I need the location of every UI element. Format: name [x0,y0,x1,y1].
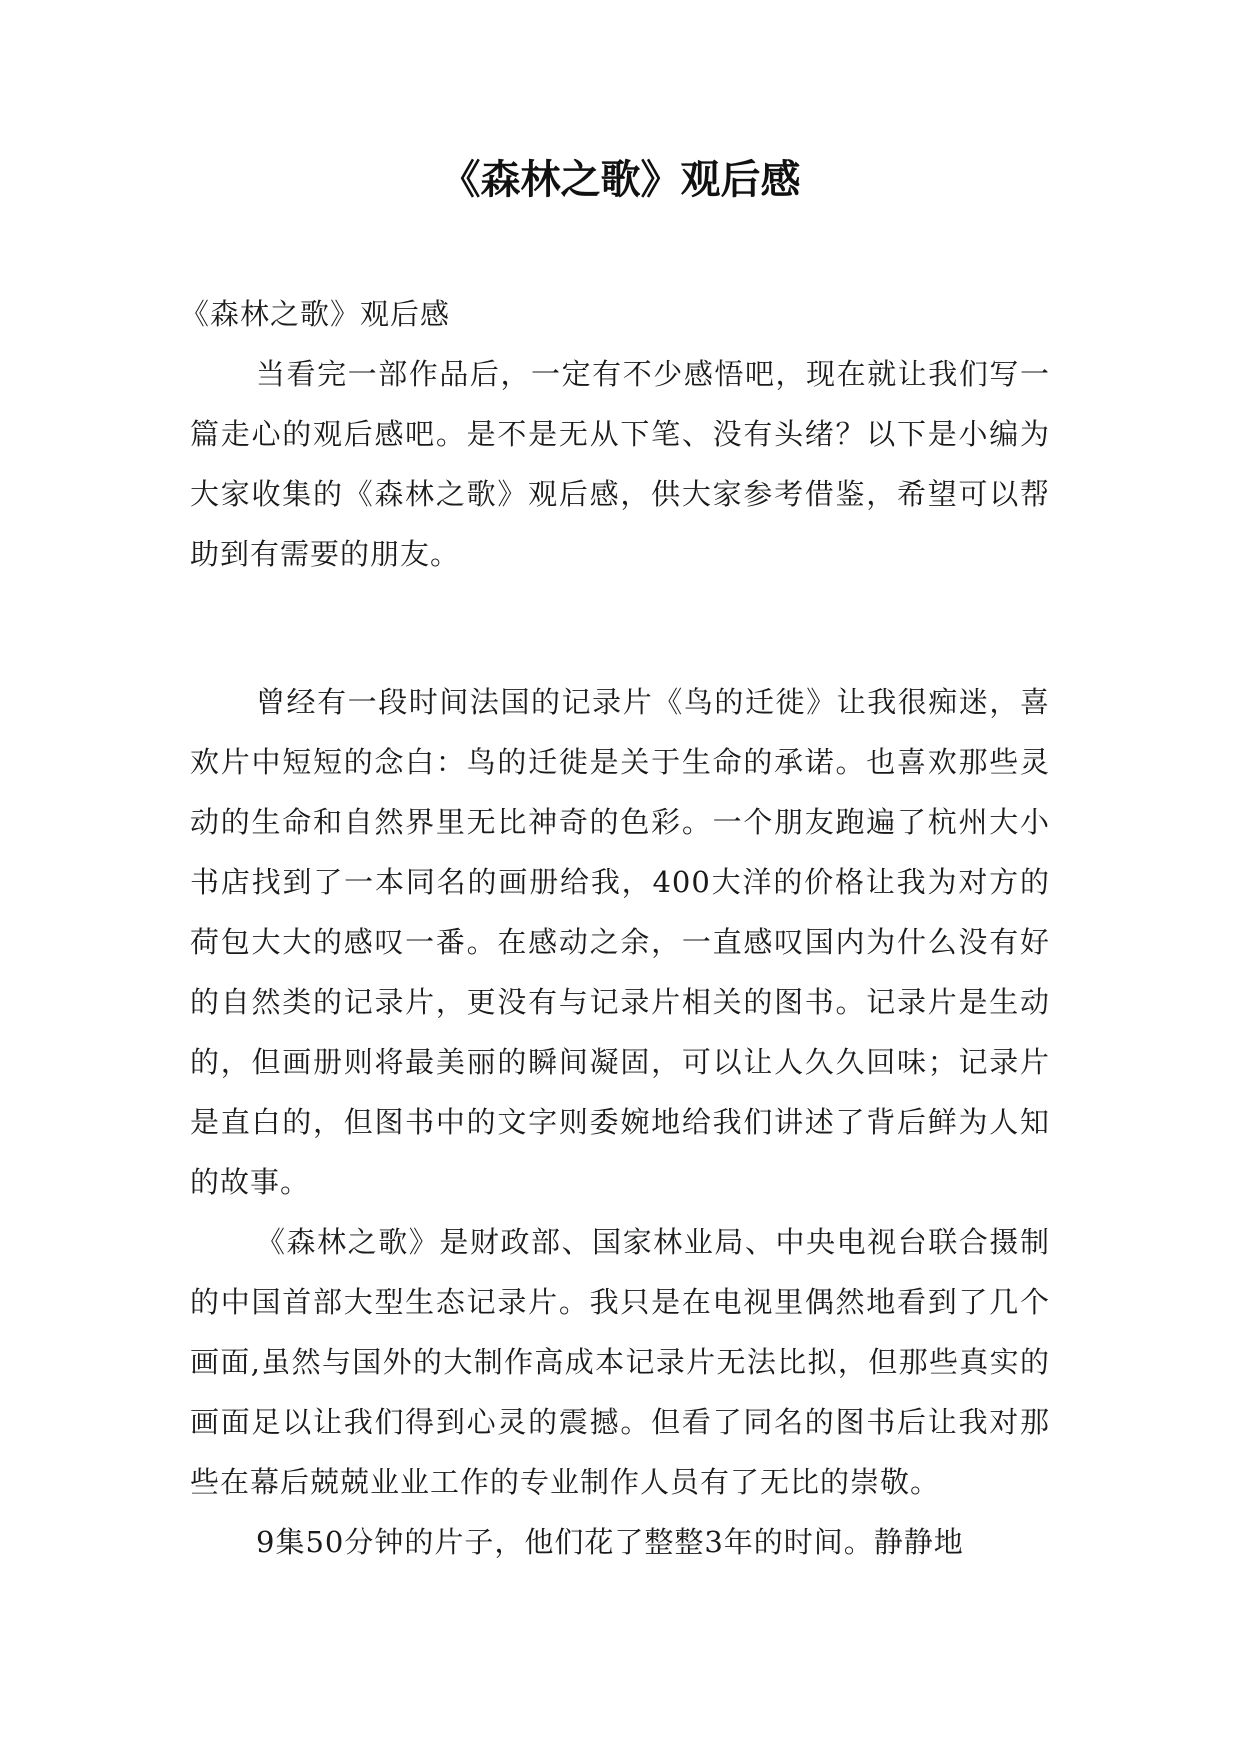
intro-paragraph: 当看完一部作品后，一定有不少感悟吧，现在就让我们写一篇走心的观后感吧。是不是无从下笔、没有头绪？以下是小编为大家收集的《森林之歌》观后感，供大家参考借鉴，希望可以帮助到有需要的朋友。 [190,357,1050,571]
document-subtitle: 《森林之歌》观后感 [180,297,451,331]
body-paragraph-2: 《森林之歌》是财政部、国家林业局、中央电视台联合摄制的中国首部大型生态记录片。我只是在电视里偶然地看到了几个画面,虽然与国外的大制作高成本记录片无法比拟，但那些真实的画面足以让我们得到心灵的震撼。但看了同名的图书后让我对那些在幕后兢兢业业工作的专业制作人员有了无比的崇敬。 [190,1225,1050,1499]
document-body [180,284,1050,1572]
document-title: 《森林之歌》观后感 [440,157,801,203]
body-paragraph-3: 9集50分钟的片子，他们花了整整3年的时间。静静地 [256,1525,964,1559]
paragraph-spacer [190,584,1050,672]
body-paragraph-1: 曾经有一段时间法国的记录片《鸟的迁徙》让我很痴迷，喜欢片中短短的念白：鸟的迁徙是关于生命的承诺。也喜欢那些灵动的生命和自然界里无比神奇的色彩。一个朋友跑遍了杭州大小书店找到了一本同名的画册给我，400大洋的价格让我为对方的荷包大大的感叹一番。在感动之余，一直感叹国内为什么没有好的自然类的记录片，更没有与记录片相关的图书。记录片是生动的，但画册则将最美丽的瞬间凝固，可以让人久久回味；记录片是直白的，但图书中的文字则委婉地给我们讲述了背后鲜为人知的故事。 [190,685,1050,1199]
